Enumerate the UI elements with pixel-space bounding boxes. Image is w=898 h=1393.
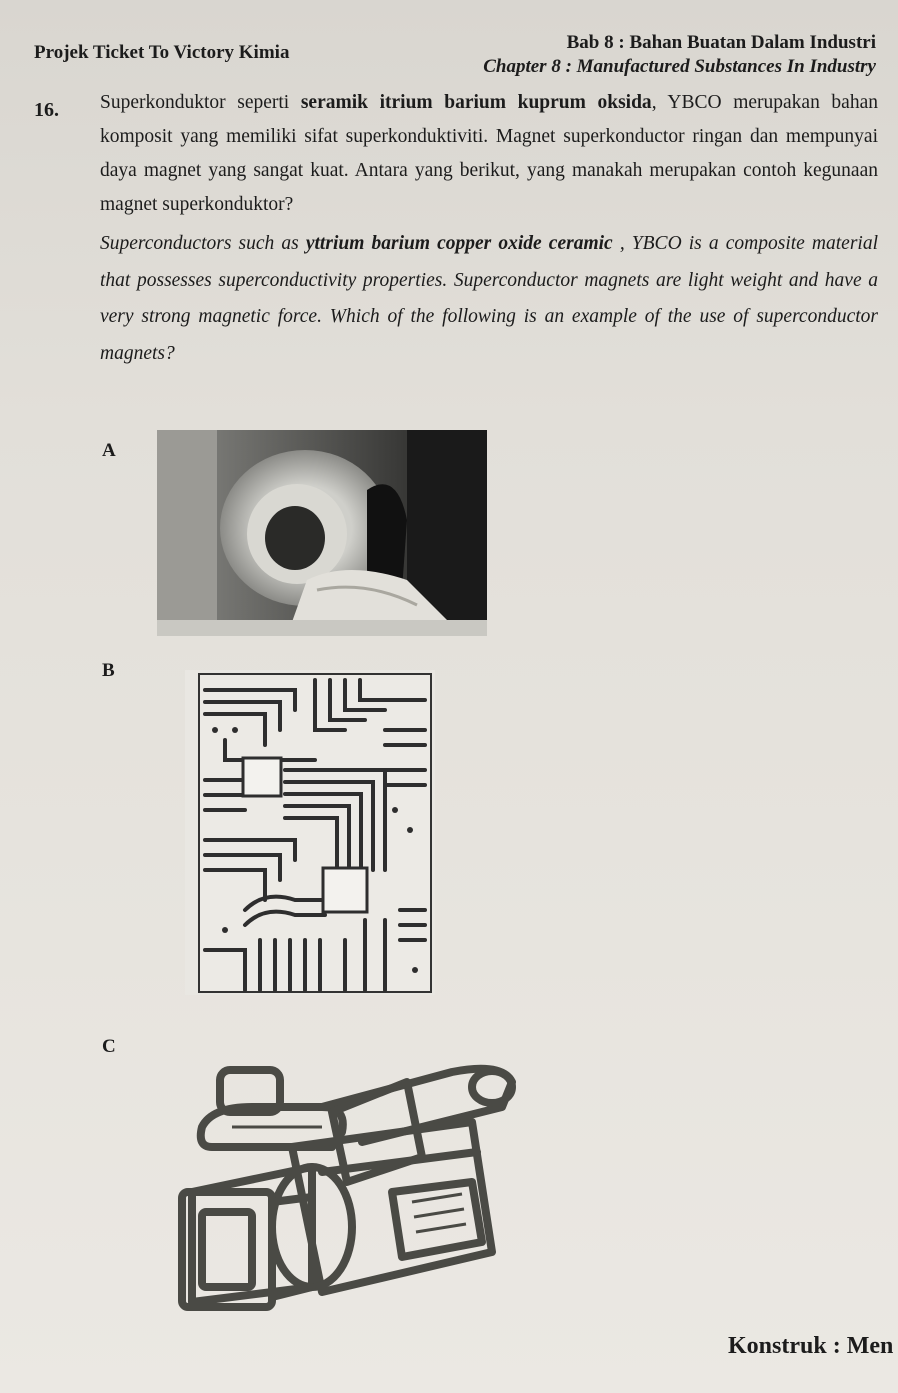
footer-konstruk: Konstruk : Men	[728, 1333, 894, 1359]
question-en-part1: Superconductors such as	[100, 233, 306, 254]
question-text-malay	[100, 86, 878, 222]
option-a-label: A	[102, 440, 116, 461]
question-ms-bold: seramik itrium barium kuprum oksida	[300, 92, 652, 113]
header-chapter-ms: Bab 8 : Bahan Buatan Dalam Industri	[566, 32, 876, 53]
question-en-part2: , YBCO is a composite material that possesses superconductivity properties. Superconductor magnets are light weight and have a very strong magnetic force. Which of the following is an example of the use of superconductor magnets?	[100, 233, 879, 364]
option-b-label: B	[102, 660, 115, 681]
question-en-bold: yttrium barium copper oxide ceramic	[305, 233, 613, 254]
question-ms-part1: Superkonduktor seperti	[100, 92, 301, 113]
header-left: Projek Ticket To Victory Kimia	[34, 42, 290, 63]
circuit-board-image	[185, 670, 435, 995]
video-camera-drawing	[172, 1052, 532, 1337]
header-chapter-en: Chapter 8 : Manufactured Substances In Industry	[483, 56, 876, 77]
question-number: 16.	[34, 99, 59, 121]
option-c-label: C	[102, 1036, 116, 1057]
mri-scanner-photo	[157, 430, 487, 636]
question-ms-part2: , YBCO merupakan bahan komposit yang memiliki sifat superkonduktiviti. Magnet superkonductor ringan dan mempunyai daya magnet yang sangat kuat. Antara yang berikut, yang manakah merupakan contoh kegunaan magnet superkonduktor?	[100, 92, 878, 215]
question-text-english	[100, 226, 878, 372]
